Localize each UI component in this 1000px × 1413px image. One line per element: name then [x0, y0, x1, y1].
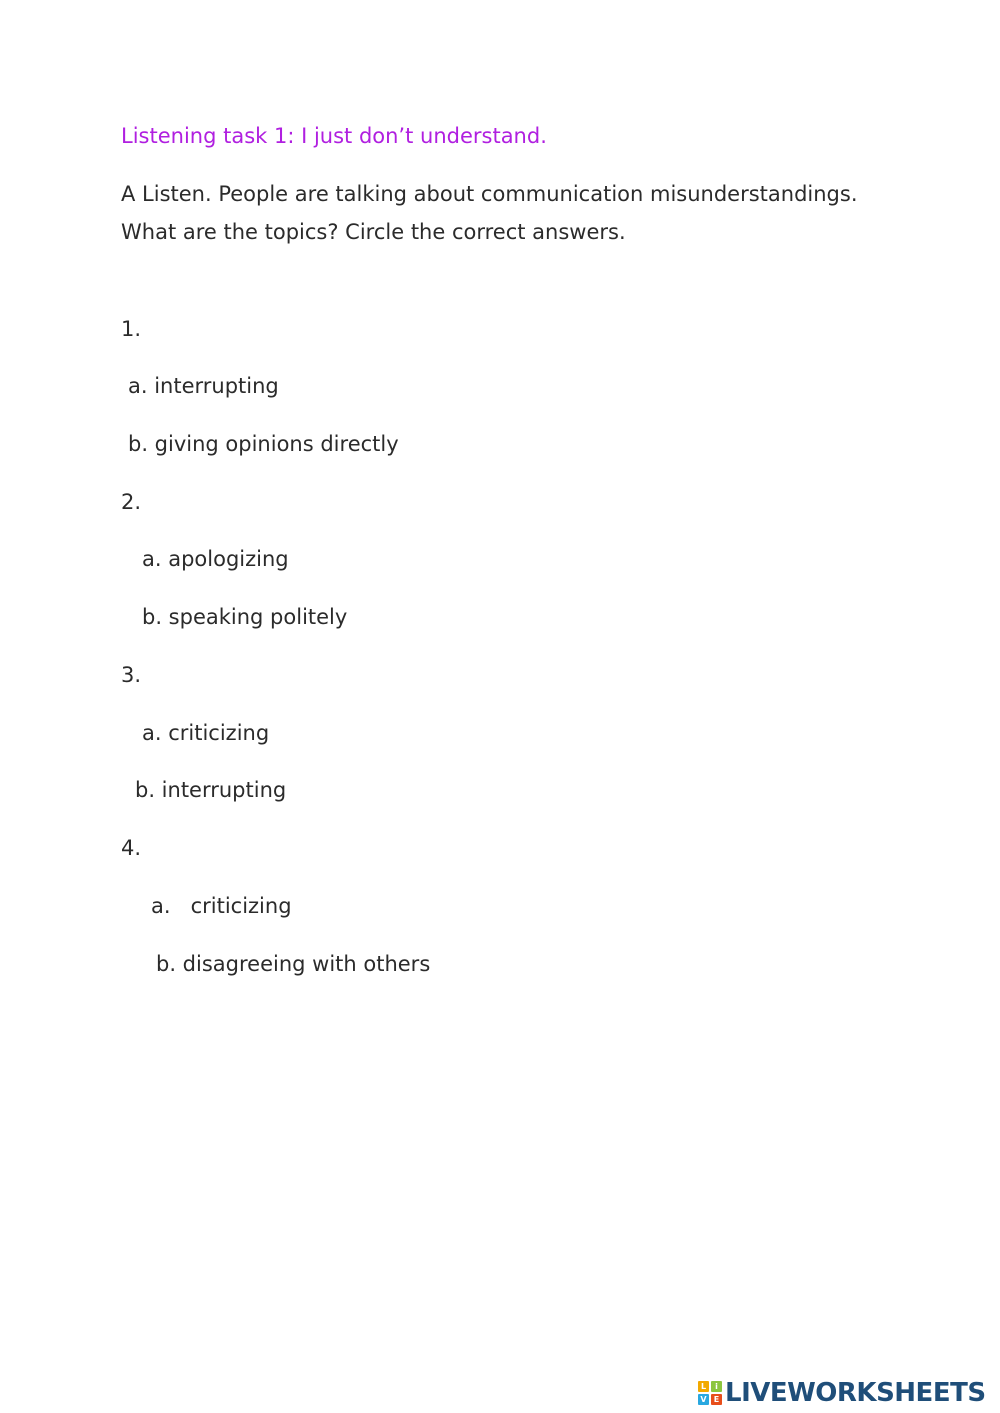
instruction-line-2: What are the topics? Circle the correct answers. [121, 220, 626, 244]
logo-block-3: V [698, 1394, 709, 1405]
question-3-number: 3. [121, 663, 142, 687]
instruction-line-1: A Listen. People are talking about communication misunderstandings. [121, 182, 858, 206]
question-1-option-b[interactable]: b. giving opinions directly [128, 432, 399, 456]
question-4-option-b[interactable]: b. disagreeing with others [156, 952, 431, 976]
question-1-option-a[interactable]: a. interrupting [128, 374, 279, 398]
question-4-option-a[interactable]: a. criticizing [151, 894, 292, 918]
question-3-option-b[interactable]: b. interrupting [135, 778, 287, 802]
question-4-number: 4. [121, 836, 142, 860]
liveworksheets-logo [698, 1376, 986, 1410]
logo-block-4: E [711, 1394, 722, 1405]
question-2-number: 2. [121, 490, 142, 514]
question-2-option-b[interactable]: b. speaking politely [142, 605, 348, 629]
question-2-option-a[interactable]: a. apologizing [142, 547, 289, 571]
logo-text: LIVEWORKSHEETS [725, 1378, 986, 1408]
logo-block-2: i [711, 1381, 722, 1392]
logo-blocks-icon [698, 1381, 722, 1405]
logo-block-1: L [698, 1381, 709, 1392]
worksheet-title: Listening task 1: I just don’t understand. [121, 124, 547, 148]
question-3-option-a[interactable]: a. criticizing [142, 721, 270, 745]
question-1-number: 1. [121, 317, 142, 341]
